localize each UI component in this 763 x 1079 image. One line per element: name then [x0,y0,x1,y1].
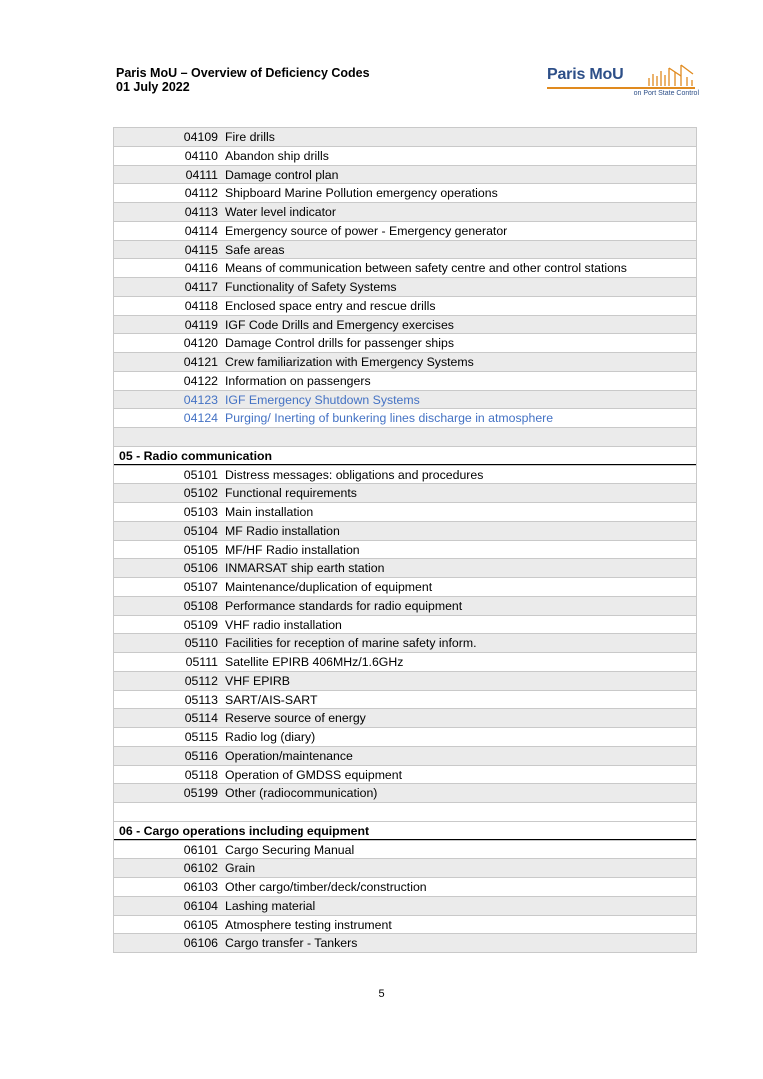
deficiency-description: MF/HF Radio installation [225,542,360,557]
deficiency-description: Cargo Securing Manual [225,842,355,857]
deficiency-code: 06103 [183,880,218,894]
deficiency-code: 05110 [184,636,218,651]
deficiency-code: 04123 [183,392,218,407]
logo-wordmark: Paris MoU [547,66,624,83]
table-row [114,708,696,727]
deficiency-description: Performance standards for radio equipment [225,598,463,613]
deficiency-description: Reserve source of energy [225,711,366,726]
deficiency-code: 04121 [183,355,218,369]
deficiency-description: INMARSAT ship earth station [225,561,385,576]
deficiency-description: IGF Emergency Shutdown Systems [225,392,420,407]
deficiency-code: 04109 [183,130,218,144]
deficiency-description: Cargo transfer - Tankers [225,936,358,951]
table-row [114,146,696,165]
table-row [114,183,696,202]
deficiency-description: Grain [225,861,256,876]
deficiency-description: Other cargo/timber/deck/construction [225,880,427,894]
deficiency-code: 04112 [184,186,218,201]
blank-row [114,427,696,446]
deficiency-code: 06101 [183,842,218,857]
table-row [114,502,696,521]
paris-mou-logo [547,62,699,102]
deficiency-description: Operation/maintenance [225,748,353,763]
deficiency-description: Functional requirements [225,486,357,501]
deficiency-description: Emergency source of power - Emergency generator [225,223,508,238]
table-row [114,727,696,746]
deficiency-code: 04120 [183,336,218,351]
deficiency-description: Operation of GMDSS equipment [225,767,403,782]
table-row [114,633,696,652]
section-header-row [114,446,696,465]
table-row [114,765,696,784]
table-row [114,483,696,502]
page-number: 5 [378,988,385,1000]
section-title: 05 - Radio communication [119,448,273,463]
table-row [114,521,696,540]
table-row [114,615,696,634]
deficiency-description: Satellite EPIRB 406MHz/1.6GHz [225,655,404,669]
table-row [114,652,696,671]
deficiency-description: Damage control plan [225,167,339,182]
deficiency-description: Functionality of Safety Systems [225,280,397,294]
table-row [114,258,696,277]
deficiency-code: 05108 [183,598,218,613]
deficiency-description: Distress messages: obligations and procedures [225,467,484,482]
table-row [114,877,696,896]
deficiency-code: 04117 [184,280,218,294]
table-row [114,933,696,952]
table-row [114,915,696,934]
deficiency-code: 05199 [183,786,218,801]
deficiency-description: Facilities for reception of marine safety inform. [225,636,477,651]
table-row [114,408,696,427]
deficiency-description: VHF radio installation [225,617,342,632]
deficiency-code: 05106 [183,561,218,576]
deficiency-code: 05113 [184,692,218,707]
deficiency-description: Means of communication between safety centre and other control stations [225,261,627,276]
deficiency-description: Safe areas [225,242,285,257]
table-row [114,746,696,765]
deficiency-description: IGF Code Drills and Emergency exercises [225,317,454,332]
deficiency-code: 06105 [183,917,218,932]
deficiency-code: 04122 [183,373,218,388]
deficiency-code: 05102 [183,486,218,501]
deficiency-code: 05107 [183,580,218,594]
blank-row [114,802,696,821]
deficiency-description: Purging/ Inerting of bunkering lines discharge in atmosphere [225,411,554,426]
deficiency-description: Water level indicator [225,205,336,219]
deficiency-code: 06104 [183,898,218,913]
deficiency-description: Enclosed space entry and rescue drills [225,298,436,313]
deficiency-description: Main installation [225,505,314,519]
table-row [114,240,696,259]
deficiency-code: 06102 [183,861,218,876]
table-row [114,352,696,371]
deficiency-description: Other (radiocommunication) [225,786,378,801]
table-row [114,390,696,409]
logo-tagline: on Port State Control [633,90,699,97]
deficiency-code: 04111 [185,167,218,182]
table-row [114,596,696,615]
table-row [114,671,696,690]
document-title: Paris MoU – Overview of Deficiency Codes [116,66,370,80]
deficiency-code: 05111 [185,655,218,669]
table-row [114,277,696,296]
table-row [114,465,696,484]
table-row [114,540,696,559]
deficiency-code: 05103 [183,505,218,519]
deficiency-code: 04124 [183,411,218,426]
deficiency-description: Abandon ship drills [225,148,329,163]
table-row [114,333,696,352]
table-row [114,127,696,146]
table-row [114,371,696,390]
deficiency-code: 05104 [183,523,218,538]
deficiency-description: Atmosphere testing instrument [225,917,392,932]
table-row [114,202,696,221]
table-row [114,315,696,334]
deficiency-code: 06106 [183,936,218,951]
deficiency-description: Radio log (diary) [225,730,316,744]
logo-underline [547,87,695,89]
deficiency-code: 05112 [184,673,218,688]
deficiency-description: Fire drills [225,130,275,144]
deficiency-description: Information on passengers [225,373,371,388]
deficiency-code: 04118 [184,298,218,313]
deficiency-description: Crew familiarization with Emergency Systems [225,355,474,369]
deficiency-code: 05116 [184,748,218,763]
document-date: 01 July 2022 [116,80,190,94]
section-title: 06 - Cargo operations including equipment [119,823,370,838]
table-row [114,221,696,240]
table-row [114,840,696,859]
table-row [114,165,696,184]
deficiency-description: Shipboard Marine Pollution emergency operations [225,186,498,201]
table-row [114,783,696,802]
deficiency-code: 04115 [184,242,218,257]
table-row [114,858,696,877]
deficiency-code: 04114 [184,223,218,238]
deficiency-code: 05109 [183,617,218,632]
section-header-row [114,821,696,840]
deficiency-description: Maintenance/duplication of equipment [225,580,433,594]
deficiency-code: 04119 [184,317,218,332]
deficiency-code: 05105 [183,542,218,557]
table-row [114,577,696,596]
deficiency-description: Lashing material [225,898,316,913]
deficiency-code-table [113,127,697,953]
deficiency-description: VHF EPIRB [225,673,290,688]
deficiency-description: SART/AIS-SART [225,692,318,707]
deficiency-code: 04116 [184,261,218,276]
document-header [116,66,370,94]
deficiency-code: 05118 [184,767,218,782]
deficiency-description: Damage Control drills for passenger ships [225,336,454,351]
table-row [114,896,696,915]
deficiency-code: 05115 [184,730,218,744]
deficiency-description: MF Radio installation [225,523,340,538]
deficiency-code: 04113 [184,205,218,219]
table-row [114,690,696,709]
table-row [114,558,696,577]
deficiency-code: 05114 [184,711,218,726]
table-row [114,296,696,315]
port-skyline-icon [647,62,697,88]
deficiency-code: 05101 [183,467,218,482]
deficiency-code: 04110 [184,148,218,163]
